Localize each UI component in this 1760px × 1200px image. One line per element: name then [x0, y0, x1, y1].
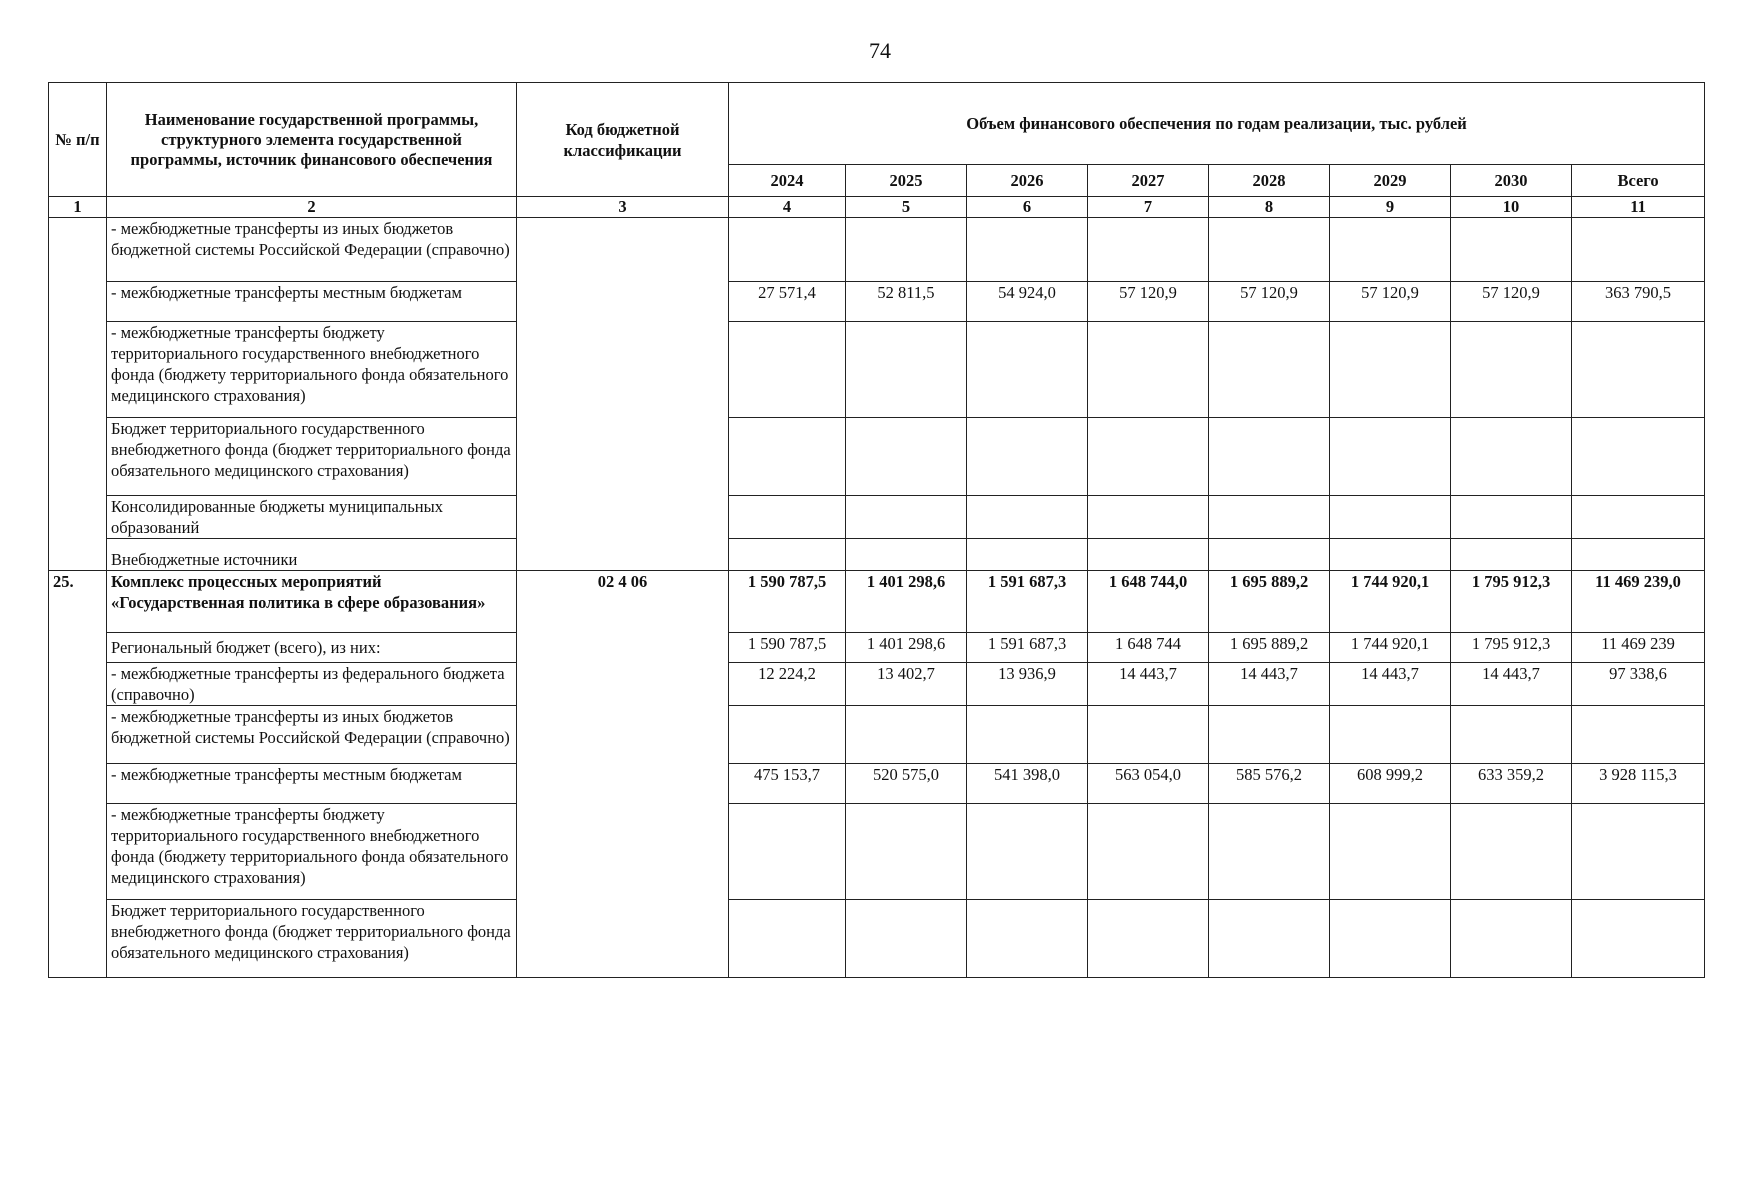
value-cell: 541 398,0 [967, 764, 1088, 804]
value-cell [1330, 539, 1451, 571]
value-cell [729, 322, 846, 418]
value-cell [967, 804, 1088, 900]
header-volume: Объем финансового обеспечения по годам реализации, тыс. рублей [729, 83, 1705, 165]
table-row [49, 418, 1705, 496]
value-cell: 1 590 787,5 [729, 633, 846, 663]
value-cell [846, 900, 967, 978]
value-cell [846, 706, 967, 764]
value-cell [1572, 418, 1705, 496]
code-cell-empty [517, 218, 729, 571]
value-cell: 1 744 920,1 [1330, 633, 1451, 663]
column-number: 9 [1330, 197, 1451, 218]
value-cell [1209, 218, 1330, 282]
header-year: 2030 [1451, 165, 1572, 197]
value-cell [729, 418, 846, 496]
source-name: Бюджет территориального государственного внебюджетного фонда (бюджет территориального фонда обязательного медицинского страхования) [107, 418, 517, 496]
item-title: Комплекс процессных мероприятий «Государственная политика в сфере образования» [107, 571, 517, 633]
source-name: - межбюджетные трансферты из федерального бюджета (справочно) [107, 663, 517, 706]
header-year: 2028 [1209, 165, 1330, 197]
value-cell [1088, 418, 1209, 496]
value-cell: 14 443,7 [1088, 663, 1209, 706]
header-code: Код бюджетной классификации [517, 83, 729, 197]
value-cell: 54 924,0 [967, 282, 1088, 322]
header-year: Всего [1572, 165, 1705, 197]
value-cell: 97 338,6 [1572, 663, 1705, 706]
value-cell [1330, 706, 1451, 764]
column-number: 2 [107, 197, 517, 218]
value-cell: 585 576,2 [1209, 764, 1330, 804]
index-cell-empty [49, 218, 107, 571]
source-name: - межбюджетные трансферты местным бюджетам [107, 282, 517, 322]
value-cell [1330, 496, 1451, 539]
value-cell: 1 591 687,3 [967, 571, 1088, 633]
value-cell: 363 790,5 [1572, 282, 1705, 322]
table-row [49, 706, 1705, 764]
value-cell: 1 795 912,3 [1451, 633, 1572, 663]
value-cell [1088, 804, 1209, 900]
column-number: 5 [846, 197, 967, 218]
table-row [49, 218, 1705, 282]
table-row [49, 764, 1705, 804]
table-row [49, 571, 1705, 633]
value-cell [846, 322, 967, 418]
value-cell [1451, 496, 1572, 539]
value-cell [1330, 418, 1451, 496]
value-cell: 13 936,9 [967, 663, 1088, 706]
header-year: 2029 [1330, 165, 1451, 197]
value-cell [1572, 496, 1705, 539]
column-number: 6 [967, 197, 1088, 218]
source-name: - межбюджетные трансферты из иных бюджетов бюджетной системы Российской Федерации (справочно) [107, 706, 517, 764]
value-cell [1451, 322, 1572, 418]
value-cell: 14 443,7 [1209, 663, 1330, 706]
value-cell [967, 218, 1088, 282]
value-cell [1572, 804, 1705, 900]
table-row [49, 282, 1705, 322]
value-cell [1330, 804, 1451, 900]
value-cell [1572, 539, 1705, 571]
column-number: 10 [1451, 197, 1572, 218]
value-cell [729, 804, 846, 900]
table-row [49, 633, 1705, 663]
value-cell [1209, 900, 1330, 978]
value-cell [729, 706, 846, 764]
value-cell [1088, 539, 1209, 571]
header-no: № п/п [49, 83, 107, 197]
source-name: Региональный бюджет (всего), из них: [107, 633, 517, 663]
value-cell: 1 648 744 [1088, 633, 1209, 663]
value-cell: 57 120,9 [1088, 282, 1209, 322]
value-cell [1088, 218, 1209, 282]
value-cell [1088, 496, 1209, 539]
table-row [49, 539, 1705, 571]
table-row [49, 900, 1705, 978]
header-year: 2026 [967, 165, 1088, 197]
value-cell [967, 418, 1088, 496]
column-number: 4 [729, 197, 846, 218]
header-name: Наименование государственной программы, структурного элемента государственной программы, источник финансового обеспечения [107, 83, 517, 197]
value-cell [1330, 218, 1451, 282]
value-cell: 563 054,0 [1088, 764, 1209, 804]
value-cell [967, 496, 1088, 539]
budget-code: 02 4 06 [517, 571, 729, 978]
value-cell: 1 401 298,6 [846, 571, 967, 633]
value-cell [967, 539, 1088, 571]
value-cell: 57 120,9 [1451, 282, 1572, 322]
value-cell [1088, 706, 1209, 764]
value-cell: 1 695 889,2 [1209, 571, 1330, 633]
financing-table [48, 82, 1705, 978]
value-cell [1209, 706, 1330, 764]
column-number: 8 [1209, 197, 1330, 218]
value-cell [967, 706, 1088, 764]
value-cell: 13 402,7 [846, 663, 967, 706]
value-cell [1451, 218, 1572, 282]
value-cell [729, 496, 846, 539]
value-cell [1209, 539, 1330, 571]
value-cell: 12 224,2 [729, 663, 846, 706]
value-cell [846, 804, 967, 900]
value-cell: 3 928 115,3 [1572, 764, 1705, 804]
source-name: Бюджет территориального государственного внебюджетного фонда (бюджет территориального фонда обязательного медицинского страхования) [107, 900, 517, 978]
value-cell [846, 218, 967, 282]
source-name: - межбюджетные трансферты бюджету территориального государственного внебюджетного фонда (бюджету территориального фонда обязательного медицинского страхования) [107, 804, 517, 900]
source-name: Консолидированные бюджеты муниципальных образований [107, 496, 517, 539]
value-cell [967, 322, 1088, 418]
value-cell: 57 120,9 [1209, 282, 1330, 322]
value-cell [1572, 706, 1705, 764]
value-cell [1209, 496, 1330, 539]
column-number: 3 [517, 197, 729, 218]
source-name: - межбюджетные трансферты бюджету территориального государственного внебюджетного фонда (бюджету территориального фонда обязательного медицинского страхования) [107, 322, 517, 418]
value-cell [1451, 900, 1572, 978]
value-cell: 11 469 239 [1572, 633, 1705, 663]
value-cell [1451, 418, 1572, 496]
value-cell: 1 648 744,0 [1088, 571, 1209, 633]
value-cell [1451, 804, 1572, 900]
value-cell: 27 571,4 [729, 282, 846, 322]
value-cell: 1 401 298,6 [846, 633, 967, 663]
value-cell [846, 496, 967, 539]
column-number: 11 [1572, 197, 1705, 218]
column-number: 7 [1088, 197, 1209, 218]
value-cell [729, 539, 846, 571]
column-number: 1 [49, 197, 107, 218]
value-cell [1209, 322, 1330, 418]
value-cell [846, 539, 967, 571]
table-row [49, 663, 1705, 706]
value-cell: 14 443,7 [1451, 663, 1572, 706]
source-name: - межбюджетные трансферты из иных бюджетов бюджетной системы Российской Федерации (справочно) [107, 218, 517, 282]
value-cell: 1 590 787,5 [729, 571, 846, 633]
header-year: 2024 [729, 165, 846, 197]
value-cell: 1 591 687,3 [967, 633, 1088, 663]
value-cell [1330, 900, 1451, 978]
value-cell [1209, 804, 1330, 900]
value-cell: 57 120,9 [1330, 282, 1451, 322]
source-name: - межбюджетные трансферты местным бюджетам [107, 764, 517, 804]
value-cell: 633 359,2 [1451, 764, 1572, 804]
value-cell [1209, 418, 1330, 496]
value-cell [1572, 900, 1705, 978]
value-cell [1330, 322, 1451, 418]
value-cell [729, 218, 846, 282]
page-number: 74 [869, 38, 891, 63]
value-cell: 52 811,5 [846, 282, 967, 322]
value-cell: 11 469 239,0 [1572, 571, 1705, 633]
source-name: Внебюджетные источники [107, 539, 517, 571]
value-cell: 1 795 912,3 [1451, 571, 1572, 633]
value-cell: 475 153,7 [729, 764, 846, 804]
value-cell: 1 744 920,1 [1330, 571, 1451, 633]
value-cell [1088, 900, 1209, 978]
value-cell: 14 443,7 [1330, 663, 1451, 706]
value-cell [1088, 322, 1209, 418]
value-cell: 1 695 889,2 [1209, 633, 1330, 663]
value-cell [967, 900, 1088, 978]
table-row [49, 322, 1705, 418]
value-cell: 520 575,0 [846, 764, 967, 804]
value-cell [1451, 706, 1572, 764]
item-index: 25. [49, 571, 107, 978]
table-row [49, 804, 1705, 900]
header-year: 2025 [846, 165, 967, 197]
value-cell [846, 418, 967, 496]
header-year: 2027 [1088, 165, 1209, 197]
value-cell [1572, 322, 1705, 418]
value-cell [729, 900, 846, 978]
value-cell: 608 999,2 [1330, 764, 1451, 804]
value-cell [1451, 539, 1572, 571]
table-row [49, 496, 1705, 539]
value-cell [1572, 218, 1705, 282]
